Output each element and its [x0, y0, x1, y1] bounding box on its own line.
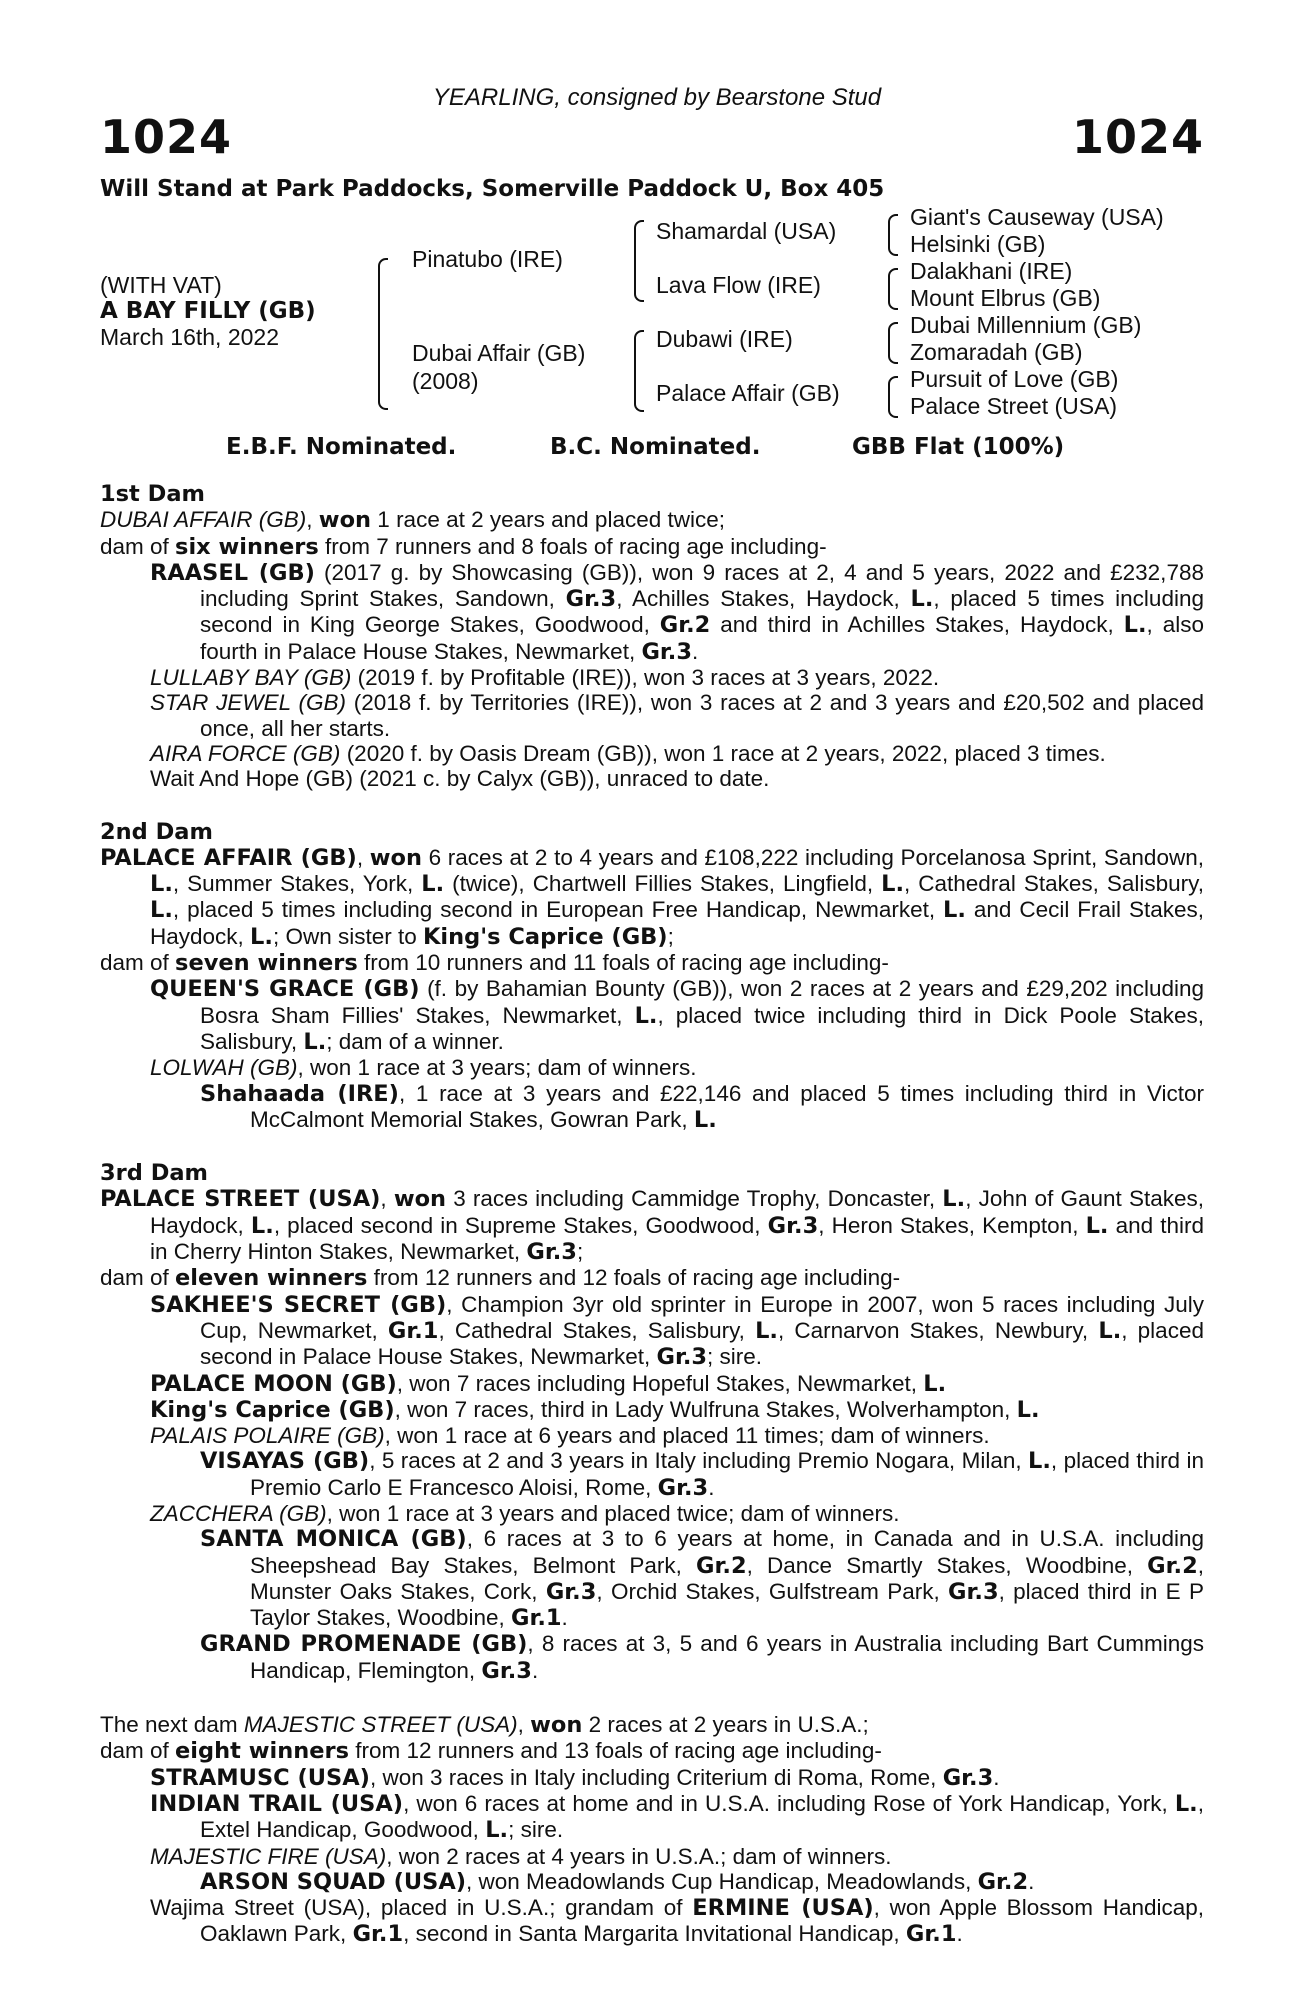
ss-brace [888, 214, 898, 256]
standing-location: Will Stand at Park Paddocks, Somerville Paddock U, Box 405 [100, 176, 885, 202]
subject-name: A BAY FILLY (GB) [100, 298, 316, 324]
sd-dam: Mount Elbrus (GB) [910, 285, 1101, 311]
dam: Dubai Affair (GB) [412, 340, 586, 366]
sire-brace [634, 220, 644, 302]
gbb-flat: GBB Flat (100%) [852, 434, 1065, 460]
subject-brace [378, 258, 388, 410]
third-dam-entry: PALACE STREET (USA), won 3 races including Cammidge Trophy, Doncaster, L., John of Gaunt Stakes, Haydock, L., placed second in Supreme Stakes, Goodwood, Gr.3, Heron Stakes, Kempton, L. and third in Cherry Hinton Stakes, Newmarket, Gr.3; [100, 1186, 1205, 1266]
third-dam-produce-5: ZACCHERA (GB), won 1 race at 3 years and placed twice; dam of winners. [150, 1500, 900, 1526]
third-dam-heading: 3rd Dam [100, 1160, 208, 1187]
next-dam-produce-summary: dam of eight winners from 12 runners and 13 foals of racing age including- [100, 1738, 882, 1765]
lot-number-left: 1024 [100, 110, 233, 164]
catalogue-body [100, 482, 1204, 1948]
second-dam-grandproduce-1: Shahaada (IRE), 1 race at 3 years and £22,146 and placed 5 times including third in Victor McCalmont Memorial Stakes, Gowran Park, L. [200, 1080, 1204, 1133]
sd-sire: Dalakhani (IRE) [910, 258, 1073, 284]
dam-brace [634, 330, 644, 412]
lot-number-right: 1024 [1071, 110, 1204, 164]
third-dam-produce-1: SAKHEE'S SECRET (GB), Champion 3yr old sprinter in Europe in 2007, won 5 races including July Cup, Newmarket, Gr.1, Cathedral Stakes, Salisbury, L., Carnarvon Stakes, Newbury, L., placed second in Palace House Stakes, Newmarket, Gr.3; sire. [150, 1291, 1205, 1371]
first-dam-produce-1: RAASEL (GB) (2017 g. by Showcasing (GB)), won 9 races at 2, 4 and 5 years, 2022 and £232,788 including Sprint Stakes, Sandown, Gr.3, Achilles Stakes, Haydock, L., placed 5 times including second in King George Stakes, Goodwood, Gr.2 and third in Achilles Stakes, Haydock, L., also fourth in Palace House Stakes, Newmarket, Gr.3. [150, 559, 1204, 665]
sire: Pinatubo (IRE) [412, 246, 563, 272]
foaling-date: March 16th, 2022 [100, 324, 280, 350]
first-dam-produce-summary: dam of six winners from 7 runners and 8 foals of racing age including- [100, 533, 827, 560]
ebf-nomination: E.B.F. Nominated. [226, 434, 457, 460]
first-dam-entry: DUBAI AFFAIR (GB), won 1 race at 2 years and placed twice; [100, 507, 725, 534]
first-dam-produce-4: AIRA FORCE (GB) (2020 f. by Oasis Dream (GB)), won 1 race at 2 years, 2022, placed 3 times. [150, 740, 1106, 766]
third-dam-produce-summary: dam of eleven winners from 12 runners and 12 foals of racing age including- [100, 1265, 901, 1292]
next-dam-produce-3: MAJESTIC FIRE (USA), won 2 races at 4 years in U.S.A.; dam of winners. [150, 1843, 892, 1869]
dam-dam: Palace Affair (GB) [656, 380, 840, 406]
bc-nomination: B.C. Nominated. [550, 434, 761, 460]
second-dam-produce-2: LOLWAH (GB), won 1 race at 3 years; dam of winners. [150, 1055, 697, 1081]
dd-sire: Pursuit of Love (GB) [910, 366, 1119, 392]
next-dam-entry: The next dam MAJESTIC STREET (USA), won 2 races at 2 years in U.S.A.; [100, 1712, 869, 1739]
consignment-line: YEARLING, consigned by Bearstone Stud [432, 84, 882, 111]
dam-sire: Dubawi (IRE) [656, 326, 793, 352]
second-dam-entry: PALACE AFFAIR (GB), won 6 races at 2 to 4 years and £108,222 including Porcelanosa Sprint, Sandown, L., Summer Stakes, York, L. (twice), Chartwell Fillies Stakes, Lingfield, L., Cathedral Stakes, Salisbury, L., placed 5 times including second in European Free Handicap, Newmarket, L. and Cecil Frail Stakes, Haydock, L.; Own sister to King's Caprice (GB); [100, 844, 1205, 950]
second-dam-produce-1: QUEEN'S GRACE (GB) (f. by Bahamian Bounty (GB)), won 2 races at 2 years and £29,202 including Bosra Sham Fillies' Stakes, Newmarket, L., placed twice including third in Dick Poole Stakes, Salisbury, L.; dam of a winner. [150, 976, 1204, 1055]
second-dam-produce-summary: dam of seven winners from 10 runners and 11 foals of racing age including- [100, 950, 889, 977]
third-dam-grandproduce-1: VISAYAS (GB), 5 races at 2 and 3 years in Italy including Premio Nogara, Milan, L., placed third in Premio Carlo E Francesco Aloisi, Rome, Gr.3. [200, 1448, 1204, 1501]
second-dam-heading: 2nd Dam [100, 818, 213, 845]
sire-dam: Lava Flow (IRE) [656, 272, 821, 298]
third-dam-grandproduce-2: SANTA MONICA (GB), 6 races at 3 to 6 years at home, in Canada and in U.S.A. including Sheepshead Bay Stakes, Belmont Park, Gr.2, Dance Smartly Stakes, Woodbine, Gr.2, Munster Oaks Stakes, Cork, Gr.3, Orchid Stakes, Gulfstream Park, Gr.3, placed third in E P Taylor Stakes, Woodbine, Gr.1. [200, 1526, 1205, 1632]
dam-year: (2008) [412, 368, 479, 394]
next-dam-grandproduce-1: ARSON SQUAD (USA), won Meadowlands Cup Handicap, Meadowlands, Gr.2. [200, 1868, 1035, 1895]
third-dam-produce-2: PALACE MOON (GB), won 7 races including Hopeful Stakes, Newmarket, L. [150, 1370, 947, 1397]
third-dam-grandproduce-3: GRAND PROMENADE (GB), 8 races at 3, 5 and 6 years in Australia including Bart Cummings Handicap, Flemington, Gr.3. [200, 1631, 1204, 1684]
sd-brace [888, 268, 898, 310]
first-dam-produce-5: Wait And Hope (GB) (2021 c. by Calyx (GB)), unraced to date. [150, 766, 770, 792]
dd-brace [888, 376, 898, 418]
first-dam-heading: 1st Dam [100, 481, 205, 507]
ss-dam: Helsinki (GB) [910, 231, 1046, 257]
ss-sire: Giant's Causeway (USA) [910, 204, 1164, 230]
next-dam-produce-2: INDIAN TRAIL (USA), won 6 races at home and in U.S.A. including Rose of York Handicap, York, L., Extel Handicap, Goodwood, L.; sire. [150, 1790, 1204, 1844]
ds-dam: Zomaradah (GB) [910, 339, 1083, 365]
third-dam-produce-4: PALAIS POLAIRE (GB), won 1 race at 6 years and placed 11 times; dam of winners. [150, 1423, 990, 1449]
first-dam-produce-3: STAR JEWEL (GB) (2018 f. by Territories (IRE)), won 3 races at 2 and 3 years and £20,502 and placed once, all her starts. [150, 690, 1204, 741]
first-dam-produce-2: LULLABY BAY (GB) (2019 f. by Profitable (IRE)), won 3 races at 3 years, 2022. [150, 665, 940, 691]
ds-sire: Dubai Millennium (GB) [910, 312, 1142, 338]
next-dam-produce-4: Wajima Street (USA), placed in U.S.A.; grandam of ERMINE (USA), won Apple Blossom Handicap, Oaklawn Park, Gr.1, second in Santa Margarita Invitational Handicap, Gr.1. [150, 1895, 1205, 1948]
dd-dam: Palace Street (USA) [910, 393, 1118, 419]
ds-brace [888, 322, 898, 364]
third-dam-produce-3: King's Caprice (GB), won 7 races, third in Lady Wulfruna Stakes, Wolverhampton, L. [150, 1396, 1040, 1423]
sire-sire: Shamardal (USA) [656, 218, 837, 244]
vat-label: (WITH VAT) [100, 272, 222, 298]
next-dam-produce-1: STRAMUSC (USA), won 3 races in Italy including Criterium di Roma, Rome, Gr.3. [150, 1764, 1000, 1791]
